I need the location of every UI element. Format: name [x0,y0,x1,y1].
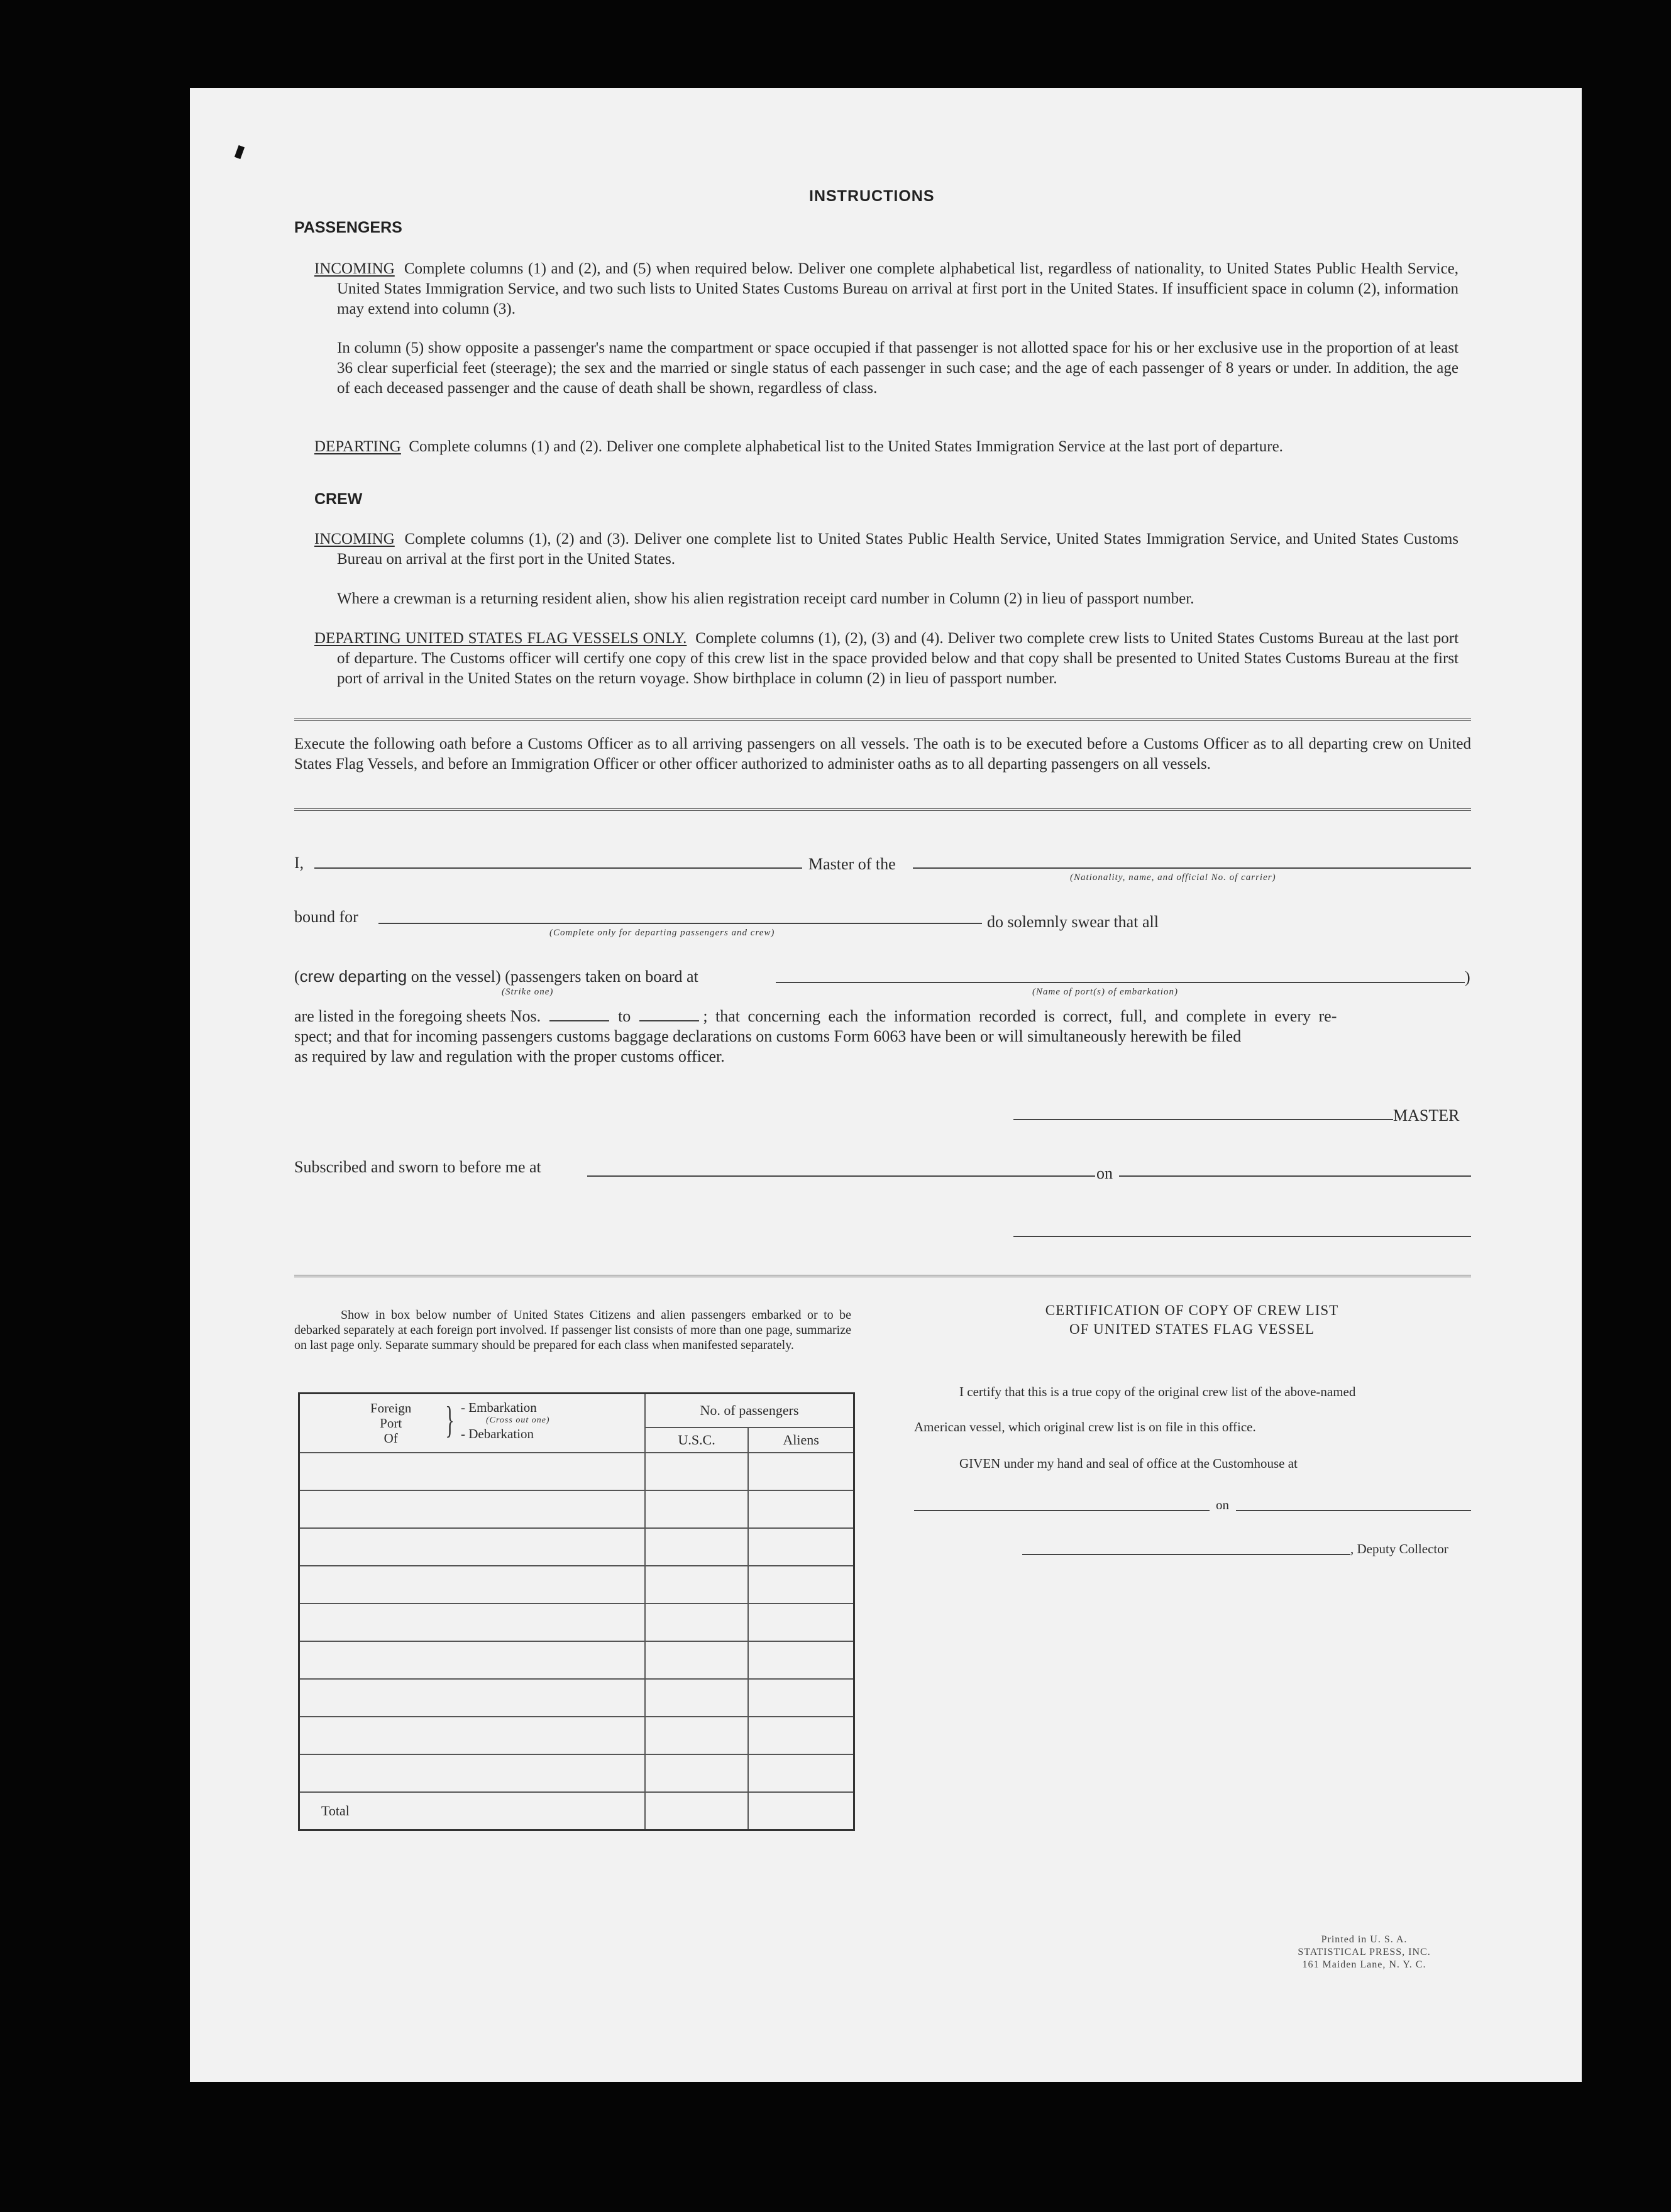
ports-embarkation-field[interactable] [776,982,1465,983]
port-cell[interactable] [299,1566,646,1604]
no-of-passengers-header: No. of passengers [645,1394,854,1428]
scan-mark [234,145,245,159]
officer-signature-field[interactable] [1013,1236,1471,1237]
carrier-hint: (Nationality, name, and official No. of carrier) [1070,872,1276,883]
given-line: GIVEN under my hand and seal of office at the Customhouse at [959,1456,1298,1471]
aliens-cell[interactable] [748,1641,854,1679]
listed-line-1 [294,1007,1337,1026]
instructions-title: INSTRUCTIONS [809,187,935,205]
cross-out-hint: (Cross out one) [486,1416,550,1425]
aliens-cell[interactable] [748,1566,854,1604]
divider-3 [294,1275,1471,1279]
listed-line-3: as required by law and regulation with the proper customs officer. [294,1047,725,1065]
oath-intro: Execute the following oath before a Customs Officer as to all arriving passengers on all vessels. The oath is to be executed before a Customs Officer as to all departing crew on United States Flag Vessels, and before an Immigration Officer or other officer authorized to administer oaths as to all departing passengers on all vessels. [294,735,1471,773]
on-the-vessel-text: on the vessel) [411,967,501,986]
crew-departing-block [314,629,1459,689]
total-usc-cell[interactable] [645,1792,748,1830]
sheet-from-field[interactable] [549,1020,609,1021]
port-cell[interactable] [299,1528,646,1566]
listed-line-2: spect; and that for incoming passengers customs baggage declarations on customs Form 6063 have been or will simultaneously herewith be filed [294,1027,1242,1045]
paren-open: ( [294,967,300,986]
aliens-cell[interactable] [748,1679,854,1717]
column5-paragraph: In column (5) show opposite a passenger's name the compartment or space occupied if that passenger is not allotted space for his or her exclusive use in the proportion of at least 36 clear superficial feet (steerage); the sex and the married or single status of each passenger in such case; and the age of each passenger of 8 years or under. In addition, the age of each deceased passenger and the cause of death shall be shown, regardless of class. [337,339,1459,397]
crew-departing-text: crew departing [299,967,407,986]
usc-cell[interactable] [645,1641,748,1679]
aliens-cell[interactable] [748,1604,854,1641]
cert-date-field[interactable] [1236,1510,1471,1511]
usc-cell[interactable] [645,1528,748,1566]
printer-imprint [1270,1934,1459,1971]
certify-line-1: I certify that this is a true copy of the original crew list of the above-named [959,1384,1356,1399]
printer-line-3: 161 Maiden Lane, N. Y. C. [1302,1959,1426,1970]
deputy-collector-label: , Deputy Collector [1350,1541,1448,1556]
bound-for-label: bound for [294,908,358,926]
aliens-cell[interactable] [748,1717,854,1754]
crew-incoming-block [314,529,1459,570]
passengers-incoming-block [314,259,1459,319]
deputy-signature-field[interactable] [1022,1554,1350,1555]
passengers-incoming-label: INCOMING [314,260,395,277]
embarkation-label: - Embarkation [461,1400,537,1415]
usc-cell[interactable] [645,1679,748,1717]
port-cell[interactable] [299,1754,646,1792]
subscribed-label: Subscribed and sworn to before me at [294,1158,541,1176]
listed-text-1: are listed in the foregoing sheets Nos. [294,1007,541,1025]
certification-title-2: OF UNITED STATES FLAG VESSEL [1069,1321,1315,1337]
sworn-on-label: on [1096,1164,1113,1182]
crew-departing-label: DEPARTING UNITED STATES FLAG VESSELS ONLY. [314,630,687,647]
passengers-heading: PASSENGERS [294,219,402,236]
listed-text-2: ; that concerning each the information recorded is correct, full, and complete in every re- [703,1007,1337,1025]
usc-cell[interactable] [645,1754,748,1792]
total-aliens-cell[interactable] [748,1792,854,1830]
swear-label: do solemnly swear that all [987,913,1159,931]
total-label: Total [299,1792,646,1830]
oath-i-label: I, [294,854,304,872]
crew-incoming-text: Complete columns (1), (2) and (3). Deliver one complete list to United States Public Health Service, United States Immigration Service, and United States Customs Bureau on arrival at the first port in the United States. [337,531,1459,568]
crew-passengers-line [294,967,698,986]
usc-cell[interactable] [645,1604,748,1641]
crew-heading: CREW [314,490,363,508]
aliens-header: Aliens [748,1428,854,1453]
crew-departing-text: Complete columns (1), (2), (3) and (4). Deliver two complete crew lists to United States Customs Bureau at the last port of departure. The Customs officer will certify one copy of this crew list in the space provided below and that copy shall be presented to United States Customs Bureau at the first port of arrival in the United States on the return voyage. Show birthplace in column (2) in lieu of passport number. [337,630,1459,687]
summary-note: Show in box below number of United States Citizens and alien passengers embarked or to be debarked separately at each foreign port involved. If passenger list consists of more than one page, summarize on last page only. Separate summary should be prepared for each class when manifested separately. [294,1308,851,1352]
ports-hint: (Name of port(s) of embarkation) [1032,987,1178,997]
foreign-label: Foreign [370,1400,412,1416]
brace-glyph: } [445,1399,455,1441]
port-cell[interactable] [299,1490,646,1528]
certify-line-2: American vessel, which original crew list is on file in this office. [914,1419,1256,1434]
port-cell[interactable] [299,1453,646,1490]
usc-header: U.S.C. [645,1428,748,1453]
master-label: MASTER [1393,1106,1460,1125]
passengers-departing-label: DEPARTING [314,438,401,455]
port-cell[interactable] [299,1641,646,1679]
crew-incoming-label: INCOMING [314,531,395,547]
of-label: Of [383,1431,398,1446]
port-cell[interactable] [299,1604,646,1641]
port-cell[interactable] [299,1679,646,1717]
carrier-field[interactable] [913,867,1471,869]
printer-line-2: STATISTICAL PRESS, INC. [1298,1947,1431,1957]
master-name-field[interactable] [314,867,802,869]
bound-for-hint: (Complete only for departing passengers and crew) [549,928,775,938]
passengers-taken-text: (passengers taken on board at [505,967,698,986]
cert-on-label: on [1216,1497,1229,1512]
certification-title-1: CERTIFICATION OF COPY OF CREW LIST [1045,1302,1339,1318]
bound-for-field[interactable] [378,923,982,924]
aliens-cell[interactable] [748,1754,854,1792]
close-paren: ) [1465,968,1470,986]
aliens-cell[interactable] [748,1528,854,1566]
aliens-cell[interactable] [748,1453,854,1490]
sheet-to-field[interactable] [639,1020,699,1021]
sworn-date-field[interactable] [1119,1175,1471,1177]
sworn-place-field[interactable] [587,1175,1095,1177]
passengers-departing-text: Complete columns (1) and (2). Deliver one complete alphabetical list to the United States Immigration Service at the last port of departure. [409,438,1283,455]
divider-2 [294,808,1471,813]
customhouse-field[interactable] [914,1510,1210,1511]
passengers-departing-block [314,437,1459,457]
port-header-cell [299,1394,646,1453]
divider-1 [294,718,1471,723]
usc-cell[interactable] [645,1717,748,1754]
debarkation-label: - Debarkation [461,1426,534,1441]
usc-cell[interactable] [645,1490,748,1528]
strike-one-hint: (Strike one) [502,987,554,997]
usc-cell[interactable] [645,1566,748,1604]
passenger-summary-table [298,1392,855,1831]
master-of-the-label: Master of the [808,855,896,873]
master-signature-field[interactable] [1013,1119,1393,1120]
certification-title [913,1301,1471,1339]
usc-cell[interactable] [645,1453,748,1490]
port-cell[interactable] [299,1717,646,1754]
aliens-cell[interactable] [748,1490,854,1528]
form-page [190,88,1582,2082]
passengers-incoming-text: Complete columns (1) and (2), and (5) when required below. Deliver one complete alphabetical list, regardless of nationality, to United States Public Health Service, United States Immigration Service, and two such lists to United States Customs Bureau on arrival at first port in the United States. If insufficient space in column (2), information may extend into column (3). [337,260,1459,317]
crewman-paragraph: Where a crewman is a returning resident alien, show his alien registration receipt card number in Column (2) in lieu of passport number. [337,590,1194,607]
port-label: Port [380,1416,402,1431]
printer-line-1: Printed in U. S. A. [1321,1934,1408,1945]
to-label: to [618,1007,631,1025]
